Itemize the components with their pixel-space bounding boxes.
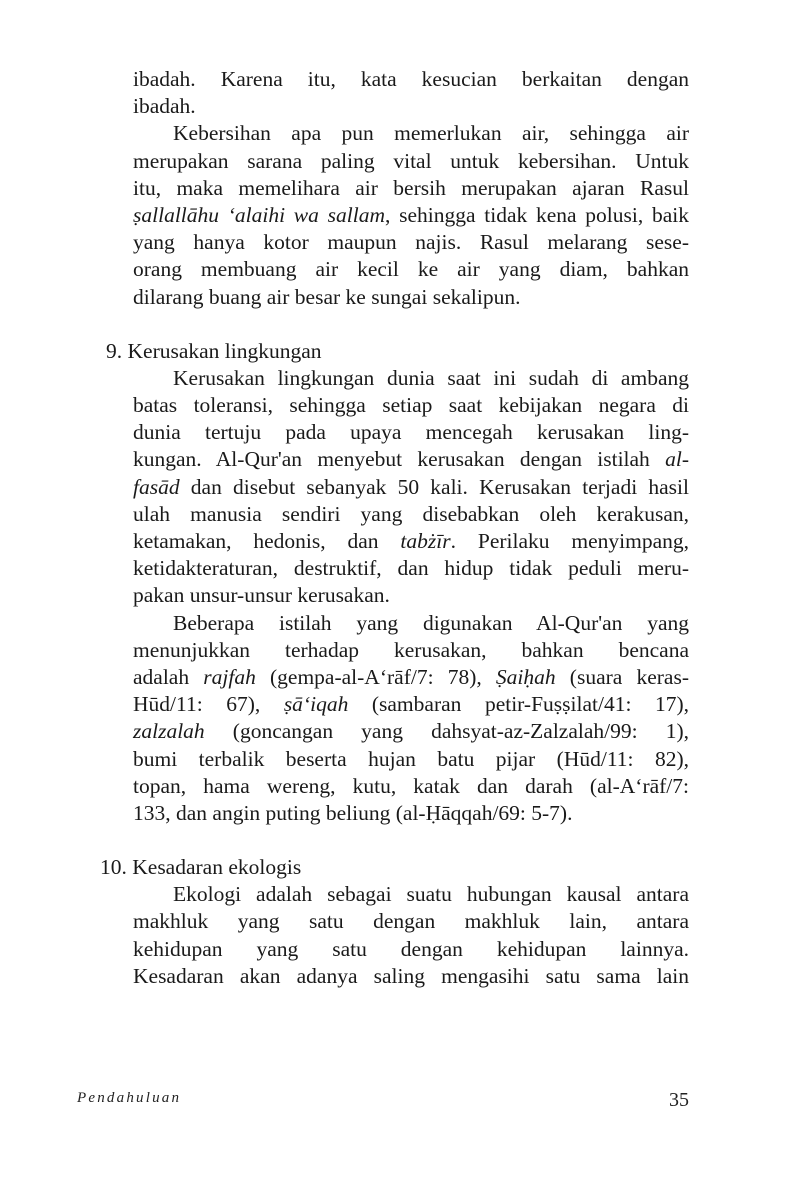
section-heading-9: 9. Kerusakan lingkungan xyxy=(106,338,322,363)
italic-term: fasād xyxy=(133,474,180,499)
text-line: zalzalah (goncangan yang dahsyat-az-Zalzalah/99: 1), xyxy=(133,719,689,744)
text-line: ṣallallāhu ‘alaihi wa sallam, sehingga tidak kena polusi, baik xyxy=(133,202,689,227)
text-line: ulah manusia sendiri yang disebabkan oleh kerakusan, xyxy=(133,501,689,526)
italic-term: tabżīr xyxy=(400,529,451,553)
text-line: 133, dan angin puting beliung (al-Ḥāqqah/69: 5-7). xyxy=(133,800,573,825)
text-line: merupakan sarana paling vital untuk kebersihan. Untuk xyxy=(133,148,689,173)
page-number: 35 xyxy=(669,1089,689,1111)
italic-term: ṣallallāhu ‘alaihi wa sallam xyxy=(133,202,385,227)
text-line: ibadah. xyxy=(133,94,196,119)
running-footer-title: Pendahuluan xyxy=(77,1090,182,1106)
text-line: Kesadaran akan adanya saling mengasihi satu sama lain xyxy=(133,963,689,988)
text-line: Hūd/11: 67), ṣā‘iqah (sambaran petir-Fuṣṣilat/41: 17), xyxy=(133,692,689,717)
text-line: Kebersihan apa pun memerlukan air, sehingga air xyxy=(173,121,689,146)
page-body xyxy=(100,66,690,990)
section-heading-10: 10. Kesadaran ekologis xyxy=(100,855,302,880)
text-line: itu, maka memelihara air bersih merupakan ajaran Rasul xyxy=(133,175,689,200)
text-line: adalah rajfah (gempa-al-A‘rāf/7: 78), Ṣaiḥah (suara keras- xyxy=(133,664,689,689)
text-line: ketamakan, hedonis, dan tabżīr. Perilaku menyimpang, xyxy=(133,529,690,553)
text-line: kungan. Al-Qur'an menyebut kerusakan dengan istilah al- xyxy=(133,447,689,472)
text-line: pakan unsur-unsur kerusakan. xyxy=(133,583,390,608)
text-line: Beberapa istilah yang digunakan Al-Qur'an yang xyxy=(173,610,689,635)
text-line: Kerusakan lingkungan dunia saat ini sudah di ambang xyxy=(173,365,689,390)
text-line: dunia tertuju pada upaya mencegah kerusakan ling- xyxy=(133,420,689,445)
text-line: batas toleransi, sehingga setiap saat kebijakan negara di xyxy=(133,393,689,418)
text-line: fasād dan disebut sebanyak 50 kali. Kerusakan terjadi hasil xyxy=(133,474,689,499)
text-line: Ekologi adalah sebagai suatu hubungan kausal antara xyxy=(173,882,689,907)
italic-term: Ṣaiḥah xyxy=(495,664,556,689)
text-line: yang hanya kotor maupun najis. Rasul melarang sese- xyxy=(133,230,689,255)
text-line: makhluk yang satu dengan makhluk lain, antara xyxy=(133,909,689,934)
text-line: kehidupan yang satu dengan kehidupan lainnya. xyxy=(133,936,689,961)
italic-term: rajfah xyxy=(203,664,256,689)
text-line: dilarang buang air besar ke sungai sekalipun. xyxy=(133,284,521,309)
text-line: ibadah. Karena itu, kata kesucian berkaitan dengan xyxy=(133,67,689,91)
italic-term: ṣā‘iqah xyxy=(283,692,349,717)
text-line: topan, hama wereng, kutu, katak dan darah (al-A‘rāf/7: xyxy=(133,773,689,798)
text-line: ketidakteraturan, destruktif, dan hidup tidak peduli meru- xyxy=(133,556,689,581)
text-line: menunjukkan terhadap kerusakan, bahkan bencana xyxy=(133,637,689,662)
text-line: bumi terbalik beserta hujan batu pijar (Hūd/11: 82), xyxy=(133,746,689,771)
italic-term: zalzalah xyxy=(133,719,205,744)
italic-term: al- xyxy=(665,447,689,472)
text-line: orang membuang air kecil ke air yang diam, bahkan xyxy=(133,257,689,282)
